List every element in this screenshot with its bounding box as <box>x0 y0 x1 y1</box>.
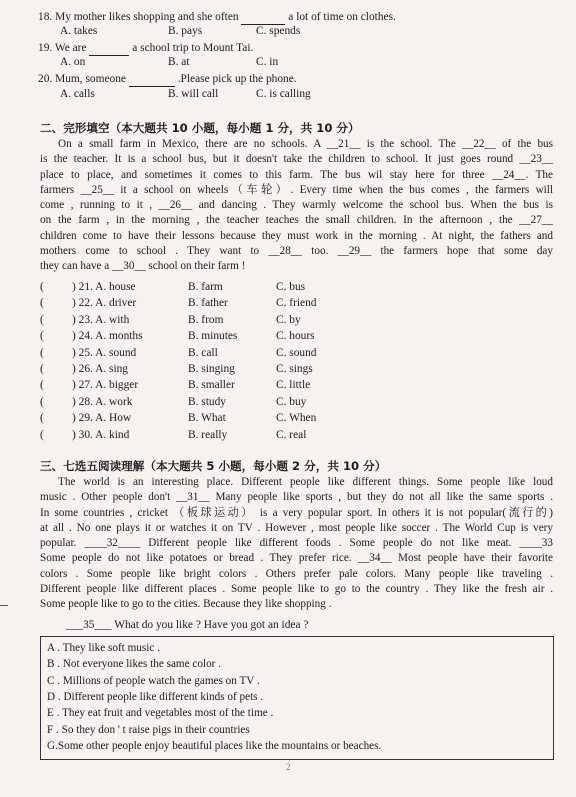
passage-line: Some people like to go to the cities. Because they like shopping . <box>40 598 332 611</box>
passage-line: place to place, and sometimes it comes to this farm. The bus wil stay here for three __24__. The <box>40 168 553 181</box>
question-20 <box>38 72 297 87</box>
option-a: ) 27. A. bigger <box>72 379 139 392</box>
q20-option-a: A. calls <box>60 88 95 100</box>
choice-item: E . They eat fruit and vegetables most of the time . <box>47 707 274 720</box>
q18-option-b: B. pays <box>168 25 203 37</box>
q18-stem-post: a lot of time on clothes. <box>288 11 396 23</box>
option-b: B. father <box>188 297 228 310</box>
passage-line: In some countries , cricket （板球运动） is a very popular sport. In others it is not popular(流行的) <box>40 506 553 519</box>
option-c: C. hours <box>276 330 315 343</box>
question-18 <box>38 10 396 25</box>
option-b: B. really <box>188 428 228 441</box>
question-19 <box>38 41 253 56</box>
passage-line: popular. ____32____ Different people like different foods . Some people do not like meat. ____33 <box>40 537 553 550</box>
q20-stem-post: .Please pick up the phone. <box>177 73 297 85</box>
option-a: ) 22. A. driver <box>72 297 137 310</box>
option-c: C. When <box>276 412 317 425</box>
option-a: ) 29. A. How <box>72 412 132 425</box>
option-c: C. real <box>276 428 307 441</box>
option-a: ) 21. A. house <box>72 281 136 293</box>
q20-option-c: C. is calling <box>256 88 311 100</box>
passage-line: children come to have their lessons because they must work in the morning . At night, the fathers and <box>40 229 553 242</box>
choice-item: C . Millions of people watch the games on TV . <box>47 674 260 687</box>
option-c: C. by <box>276 313 301 326</box>
answer-paren: ( <box>40 428 44 441</box>
passage-line: mothers come to school . They want to __28__ too. __29__ the farmers hope that some day <box>40 245 553 258</box>
answer-blank[interactable] <box>129 72 175 87</box>
choice-box <box>40 636 554 760</box>
q19-option-a: A. on <box>60 56 86 68</box>
q19-stem-post: a school trip to Mount Tai. <box>132 42 254 54</box>
answer-blank[interactable] <box>89 41 129 56</box>
passage-line: on the farm , in the morning , the teacher teaches the small children. In the afternoon , the __27__ <box>40 214 553 227</box>
passage-line: On a small farm in Mexico, there are no schools. A __21__ is the school. The __22__ of the bus <box>58 138 553 150</box>
q19-option-b: B. at <box>168 56 190 68</box>
answer-paren: ( <box>40 346 44 359</box>
reading-last-line: ___35___ What do you like ? Have you got an idea ? <box>66 619 309 631</box>
answer-paren: ( <box>40 281 44 293</box>
section-heading-cloze: 二、完形填空（本大题共 10 小题，每小题 1 分，共 10 分） <box>40 121 360 135</box>
passage-line: music . Other people don't __31__ Many people like sports , but they do not all like the same sports . <box>40 491 553 504</box>
q20-stem-pre: 20. Mum, someone <box>38 73 126 85</box>
option-b: B. What <box>188 412 226 425</box>
passage-line: farmers __25__ it a school on wheels（车轮）. Every time when the bus comes , the farmers will <box>40 183 553 196</box>
choice-item: D . Different people like different kinds of pets . <box>47 690 264 703</box>
answer-paren: ( <box>40 363 44 375</box>
option-b: B. singing <box>188 363 235 375</box>
option-c: C. sings <box>276 363 313 375</box>
passage-line: Different people like different places . Some people like to go to the country . They like the fresh air . <box>40 583 553 596</box>
option-a: ) 26. A. sing <box>72 363 129 375</box>
section-heading-reading: 三、七选五阅读理解（本大题共 5 小题，每小题 2 分，共 10 分） <box>40 459 387 473</box>
q18-option-c: C. spends <box>256 25 301 37</box>
option-b: B. from <box>188 313 224 326</box>
answer-paren: ( <box>40 297 44 310</box>
option-b: B. minutes <box>188 330 238 343</box>
cloze-passage <box>40 137 553 275</box>
option-a: ) 23. A. with <box>72 313 130 326</box>
option-c: C. little <box>276 379 311 392</box>
option-a: ) 28. A. work <box>72 395 133 408</box>
option-b: B. study <box>188 395 226 408</box>
choice-item: A . They like soft music . <box>47 642 160 654</box>
page-number: 2 <box>286 762 291 772</box>
option-c: C. bus <box>276 281 306 293</box>
q18-option-a: A. takes <box>60 25 98 37</box>
passage-line: colors . Some people like bright colors . Others prefer pale colors. Many people like traveling . <box>40 567 553 580</box>
choice-item: G.Some other people enjoy beautiful places like the mountains or beaches. <box>47 739 382 752</box>
q19-option-c: C. in <box>256 56 279 68</box>
q18-stem-pre: 18. My mother likes shopping and she often <box>38 11 239 23</box>
answer-paren: ( <box>40 379 44 392</box>
answer-paren: ( <box>40 313 44 326</box>
answer-blank[interactable] <box>241 10 285 25</box>
answer-paren: ( <box>40 330 44 343</box>
passage-line: they can have a __30__ school on their farm ! <box>40 260 246 273</box>
option-b: B. smaller <box>188 379 235 392</box>
passage-line: at all . No one plays it or watches it on TV . However , most people like soccer . The World Cup is very <box>40 521 553 534</box>
answer-paren: ( <box>40 412 44 425</box>
margin-mark <box>0 605 8 606</box>
option-c: C. buy <box>276 395 307 408</box>
passage-line: The world is an interesting place. Different people like different things. Some people like loud <box>58 476 553 488</box>
choice-item: B . Not everyone likes the same color . <box>47 658 221 671</box>
option-c: C. friend <box>276 297 317 310</box>
passage-line: Some people do not like potatoes or bread . They prefer rice. __34__ Most people have their favorite <box>40 552 553 565</box>
passage-line: is the teacher. It is a school bus, but it doesn't take the children to school. It just goes round __23__ <box>40 153 553 166</box>
option-a: ) 25. A. sound <box>72 346 137 359</box>
option-a: ) 30. A. kind <box>72 428 130 441</box>
passage-line: come , running to it , __26__ and dancing . They warmly welcome the school bus. When the bus is <box>40 199 553 212</box>
option-c: C. sound <box>276 346 317 359</box>
option-b: B. call <box>188 346 218 359</box>
q19-stem-pre: 19. We are <box>38 42 87 54</box>
option-b: B. farm <box>188 281 223 293</box>
reading-passage <box>40 475 553 613</box>
q20-option-b: B. will call <box>168 88 219 100</box>
option-a: ) 24. A. months <box>72 330 143 343</box>
answer-paren: ( <box>40 395 44 408</box>
choice-item: F . So they don ' t raise pigs in their countries <box>47 723 250 736</box>
